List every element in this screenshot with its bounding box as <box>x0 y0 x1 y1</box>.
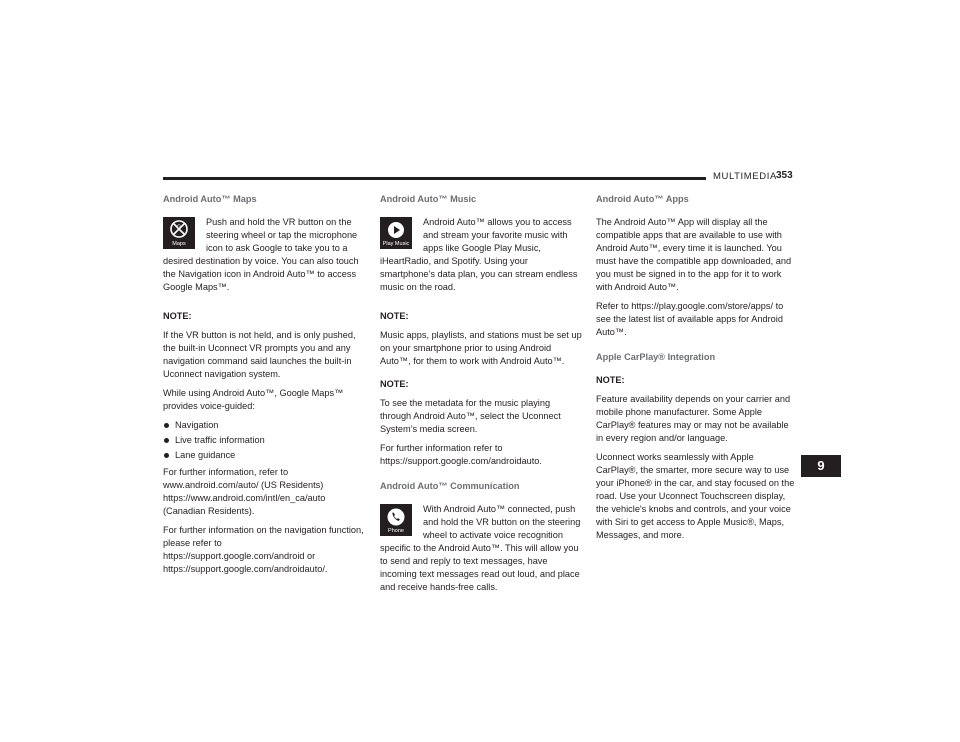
communication-intro-block <box>380 503 582 600</box>
header-rule <box>163 177 706 180</box>
maps-navigation-info: For further information on the navigation function, please refer to https://support.google.com/android or https://support.google.com/androidauto/. <box>163 525 364 574</box>
communication-intro: With Android Auto™ connected, push and hold the VR button on the steering wheel to activate voice recognition specific to the Android Auto™. This will allow you to send and reply to text messages, have incoming text messages read out loud, and place and receive hands-free calls. <box>380 504 581 592</box>
list-item: Live traffic information <box>163 434 365 447</box>
maps-icon <box>163 217 195 249</box>
music-intro: Android Auto™ allows you to access and stream your favorite music with apps like Google Play Music, iHeartRadio, and Spotify. Using your smartphone’s data plan, you can stream endless music on the road. <box>380 217 578 292</box>
carplay-paragraph: Uconnect works seamlessly with Apple CarPlay®, the smarter, more secure way to use your iPhone® in the car, and stay focused on the road. Use your Uconnect Touchscreen display, the vehicle's knobs and controls, and your voice with Siri to get access to Apple Music®, Maps, Messages, and more. <box>596 452 795 540</box>
music-intro-block <box>380 216 582 300</box>
maps-note-text: If the VR button is not held, and is only pushed, the built-in Uconnect VR prompts you and any navigation command said launches the built-in Uconnect navigation system. <box>163 330 356 379</box>
list-item: Navigation <box>163 419 365 432</box>
maps-heading: Android Auto™ Maps <box>163 194 257 204</box>
music-further-info: For further information refer to https://support.google.com/androidauto. <box>380 443 542 466</box>
section-title: MULTIMEDIA <box>713 171 777 182</box>
apps-refer: Refer to https://play.google.com/store/apps/ to see the latest list of available apps for Android Auto™. <box>596 301 784 337</box>
maps-intro: Push and hold the VR button on the steering wheel or tap the microphone icon to ask Google to take you to a desired destination by voice. You can also touch the Navigation icon in Android Auto™ to access Google Maps™. <box>163 217 359 292</box>
music-note1-text: Music apps, playlists, and stations must be set up on your smartphone prior to using Android Auto™, for them to work with Android Auto™. <box>380 330 582 366</box>
maps-further-info: For further information, refer to www.android.com/auto/ (US Residents) https://www.android.com/intl/en_ca/auto (Canadian Residents). <box>163 467 326 516</box>
phone-icon-caption: Phone <box>388 528 404 534</box>
music-note1-label: NOTE: <box>380 311 409 321</box>
carplay-heading: Apple CarPlay® Integration <box>596 352 716 362</box>
play-music-icon-caption: Play Music <box>382 241 410 247</box>
apps-paragraph: The Android Auto™ App will display all the compatible apps that are available to use with Android Auto™, every time it is launched. You must have the compatible app downloaded, and you must be signed in to the app for it to work with Android Auto™. <box>596 217 792 292</box>
maps-intro-block <box>163 216 365 300</box>
carplay-note-text: Feature availability depends on your carrier and mobile phone manufacturer. Some Apple CarPlay® features may or may not be available in every region and/or language. <box>596 394 791 443</box>
maps-voice-guided: While using Android Auto™, Google Maps™ provides voice-guided: <box>163 388 344 411</box>
apps-heading: Android Auto™ Apps <box>596 194 689 204</box>
music-note2-text: To see the metadata for the music playing through Android Auto™, select the Uconnect System’s media screen. <box>380 398 561 434</box>
carplay-note-label: NOTE: <box>596 375 625 385</box>
column-apps <box>596 193 798 548</box>
communication-heading: Android Auto™ Communication <box>380 481 520 491</box>
music-note2-label: NOTE: <box>380 379 409 389</box>
column-maps <box>163 193 365 582</box>
maps-note-label: NOTE: <box>163 311 192 321</box>
music-heading: Android Auto™ Music <box>380 194 477 204</box>
svg-text:G: G <box>176 225 182 231</box>
maps-bullet-list <box>163 419 365 462</box>
phone-icon <box>380 504 412 536</box>
list-item: Lane guidance <box>163 449 365 462</box>
column-music <box>380 193 582 600</box>
page-number: 353 <box>776 170 793 181</box>
chapter-tab: 9 <box>801 455 841 477</box>
maps-icon-caption: Maps <box>172 241 186 247</box>
play-music-icon <box>380 217 412 249</box>
